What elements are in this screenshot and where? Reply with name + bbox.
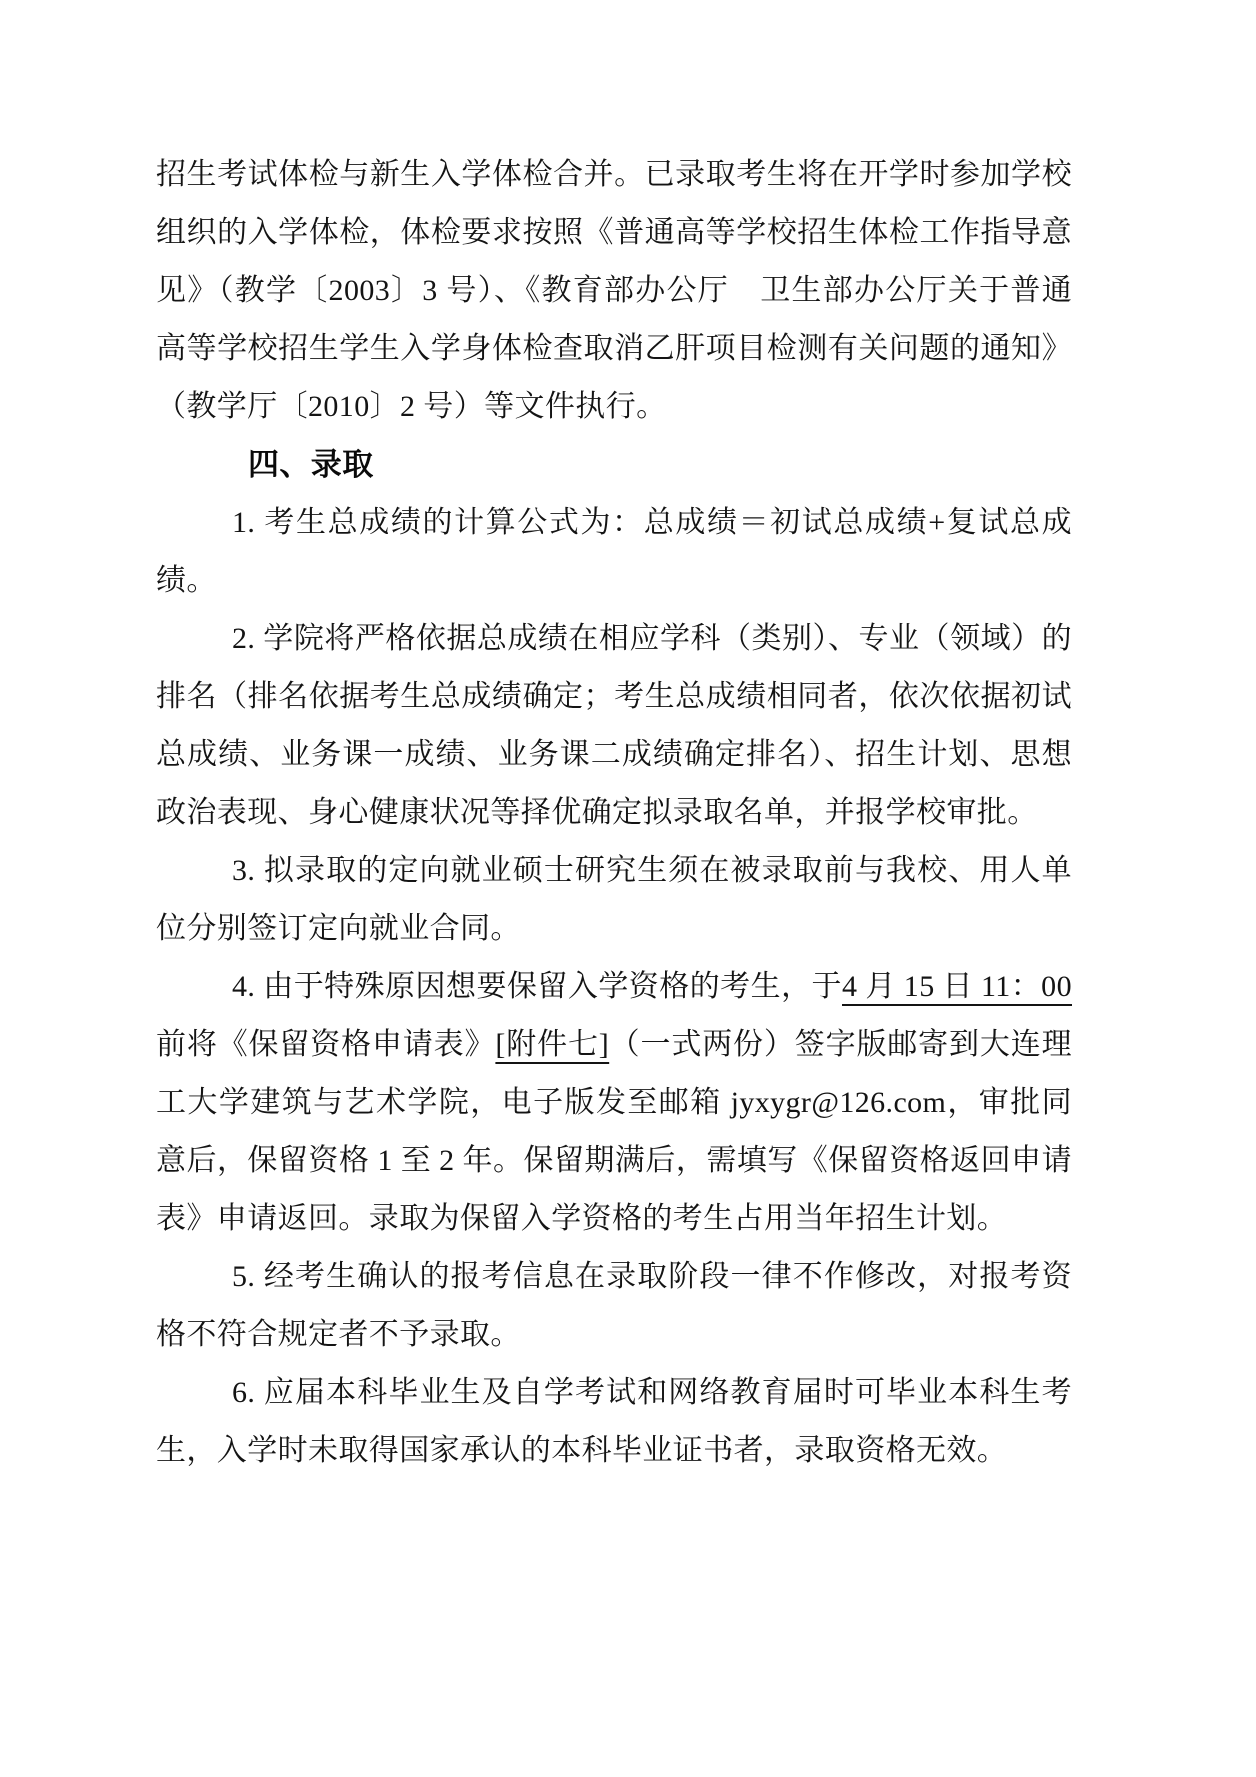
numbered-paragraph: [156, 958, 1072, 1248]
numbered-paragraph: [156, 1248, 1072, 1364]
text-run: 6. 应届本科毕业生及自学考试和网络教育届时可毕业本科生考生，入学时未取得国家承认的本科毕业证书者，录取资格无效。: [156, 1376, 1072, 1467]
attachment-7-link[interactable]: [附件七]: [495, 1028, 610, 1061]
text-run: （一式两份）签字版邮寄到大连理工大学建筑与艺术学院，电子版发至邮箱 jyxygr@126.com，审批同意后，保留资格 1 至 2 年。保留期满后，需填写《保留资格返回申请表》申请返回。录取为保留入学资格的考生占用当年招生计划。: [156, 1028, 1072, 1235]
numbered-paragraph: [156, 494, 1072, 610]
numbered-paragraph: [156, 610, 1072, 842]
text-run: 4. 由于特殊原因想要保留入学资格的考生，于: [232, 970, 843, 1003]
text-run: 2. 学院将严格依据总成绩在相应学科（类别）、专业（领域）的排名（排名依据考生总成绩确定；考生总成绩相同者，依次依据初试总成绩、业务课一成绩、业务课二成绩确定排名）、招生计划、思想政治表现、身心健康状况等择优确定拟录取名单，并报学校审批。: [156, 622, 1072, 829]
section-heading: 四、录取: [248, 447, 374, 482]
numbered-paragraph: [156, 1364, 1072, 1480]
text-run: 前将《保留资格申请表》: [156, 1028, 496, 1061]
text-run: 1. 考生总成绩的计算公式为：总成绩＝初试总成绩+复试总成绩。: [156, 506, 1072, 597]
deadline-underlined-text: 4 月 15 日 11：00: [842, 970, 1072, 1003]
numbered-items: [156, 494, 1072, 1480]
numbered-paragraph: [156, 842, 1072, 958]
text-run: 3. 拟录取的定向就业硕士研究生须在被录取前与我校、用人单位分别签订定向就业合同。: [156, 854, 1072, 945]
document-content: [156, 146, 1072, 1480]
intro-paragraph: 招生考试体检与新生入学体检合并。已录取考生将在开学时参加学校组织的入学体检，体检要求按照《普通高等学校招生体检工作指导意见》（教学〔2003〕3 号）、《教育部办公厅 卫生部办公厅关于普通高等学校招生学生入学身体检查取消乙肝项目检测有关问题的通知》（教学厅〔2010〕2 号）等文件执行。: [156, 158, 1072, 423]
text-run: 5. 经考生确认的报考信息在录取阶段一律不作修改，对报考资格不符合规定者不予录取。: [156, 1260, 1072, 1351]
